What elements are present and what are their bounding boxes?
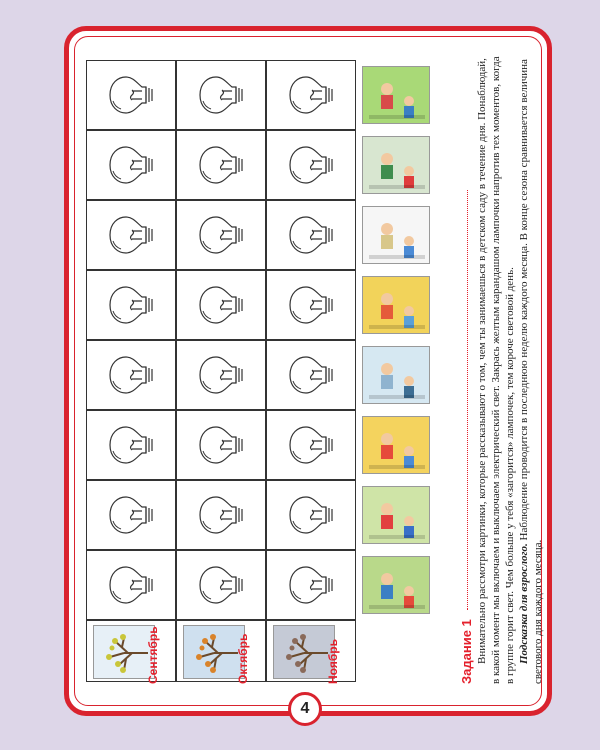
activity-picture-walk [362,346,430,404]
month-label: Ноябрь [326,639,340,684]
lightbulb-icon[interactable] [103,282,159,328]
task-hint [517,52,545,684]
lightbulb-icon[interactable] [283,212,339,258]
activity-picture-toys [362,416,430,474]
month-cell-3 [266,620,356,682]
lightbulb-grid [86,52,432,684]
lightbulb-icon[interactable] [193,422,249,468]
bulb-cell[interactable] [266,270,356,340]
lightbulb-icon[interactable] [103,352,159,398]
lightbulb-icon[interactable] [283,142,339,188]
lightbulb-icon[interactable] [283,352,339,398]
bulb-cell[interactable] [176,270,266,340]
lightbulb-icon[interactable] [283,422,339,468]
lightbulb-icon[interactable] [103,72,159,118]
lightbulb-icon[interactable] [283,492,339,538]
hint-label: Подсказка для взрослого. [518,543,530,664]
bulb-cell[interactable] [86,60,176,130]
lightbulb-icon[interactable] [283,282,339,328]
lightbulb-icon[interactable] [103,422,159,468]
task-title: Задание 1 [459,619,474,684]
lightbulb-icon[interactable] [103,212,159,258]
hint-text: Наблюдение проводится в последнюю неделю каждого месяца. В конце сезона сравнивается величина светового дня каждого месяца. [518,59,544,684]
bulb-cell[interactable] [266,60,356,130]
activity-picture-lunch [362,276,430,334]
bulb-cell[interactable] [266,410,356,480]
bulb-cell[interactable] [86,270,176,340]
activity-picture-drawing [362,136,430,194]
lightbulb-icon[interactable] [103,562,159,608]
bulb-cell[interactable] [176,550,266,620]
bulb-cell[interactable] [86,130,176,200]
bulb-cell[interactable] [176,340,266,410]
lightbulb-icon[interactable] [193,72,249,118]
lightbulb-icon[interactable] [193,492,249,538]
task-paragraph: Внимательно рассмотри картинки, которые рассказывают о том, чем ты занимаешься в детском саду в течение дня. Понаблюдай, в какой момент мы включаем и выключаем электрический свет. Закрась желтым карандашом лампочки напротив тех моментов, когда в группе горит свет. Чем больше у тебя «загорится» лампочек, тем короче световой день. [476,56,516,684]
month-label: Сентябрь [146,626,160,684]
bulb-cell[interactable] [86,200,176,270]
lightbulb-icon[interactable] [283,562,339,608]
month-label: Октябрь [236,633,250,684]
page-number: 4 [288,692,322,726]
month-cell-1 [86,620,176,682]
bulb-cell[interactable] [86,480,176,550]
bulb-cell[interactable] [86,410,176,480]
bulb-cell[interactable] [266,480,356,550]
lightbulb-icon[interactable] [103,142,159,188]
lightbulb-icon[interactable] [103,492,159,538]
bulb-cell[interactable] [266,130,356,200]
activity-picture-morning-exercise [362,66,430,124]
activity-picture-playing [362,486,430,544]
bulb-cell[interactable] [176,200,266,270]
lightbulb-icon[interactable] [193,282,249,328]
bulb-cell[interactable] [86,340,176,410]
task-block [460,52,550,684]
lightbulb-icon[interactable] [193,352,249,398]
bulb-cell[interactable] [266,340,356,410]
lightbulb-icon[interactable] [193,562,249,608]
bulb-cell[interactable] [266,200,356,270]
month-cell-2 [176,620,266,682]
lightbulb-icon[interactable] [193,142,249,188]
title-dotted-line [467,190,468,610]
activity-picture-lesson-clock [362,206,430,264]
bulb-cell[interactable] [176,130,266,200]
lightbulb-icon[interactable] [283,72,339,118]
activity-picture-going-home [362,556,430,614]
bulb-cell[interactable] [176,60,266,130]
bulb-cell[interactable] [86,550,176,620]
bulb-cell[interactable] [176,480,266,550]
bulb-cell[interactable] [176,410,266,480]
bulb-cell[interactable] [266,550,356,620]
lightbulb-icon[interactable] [193,212,249,258]
